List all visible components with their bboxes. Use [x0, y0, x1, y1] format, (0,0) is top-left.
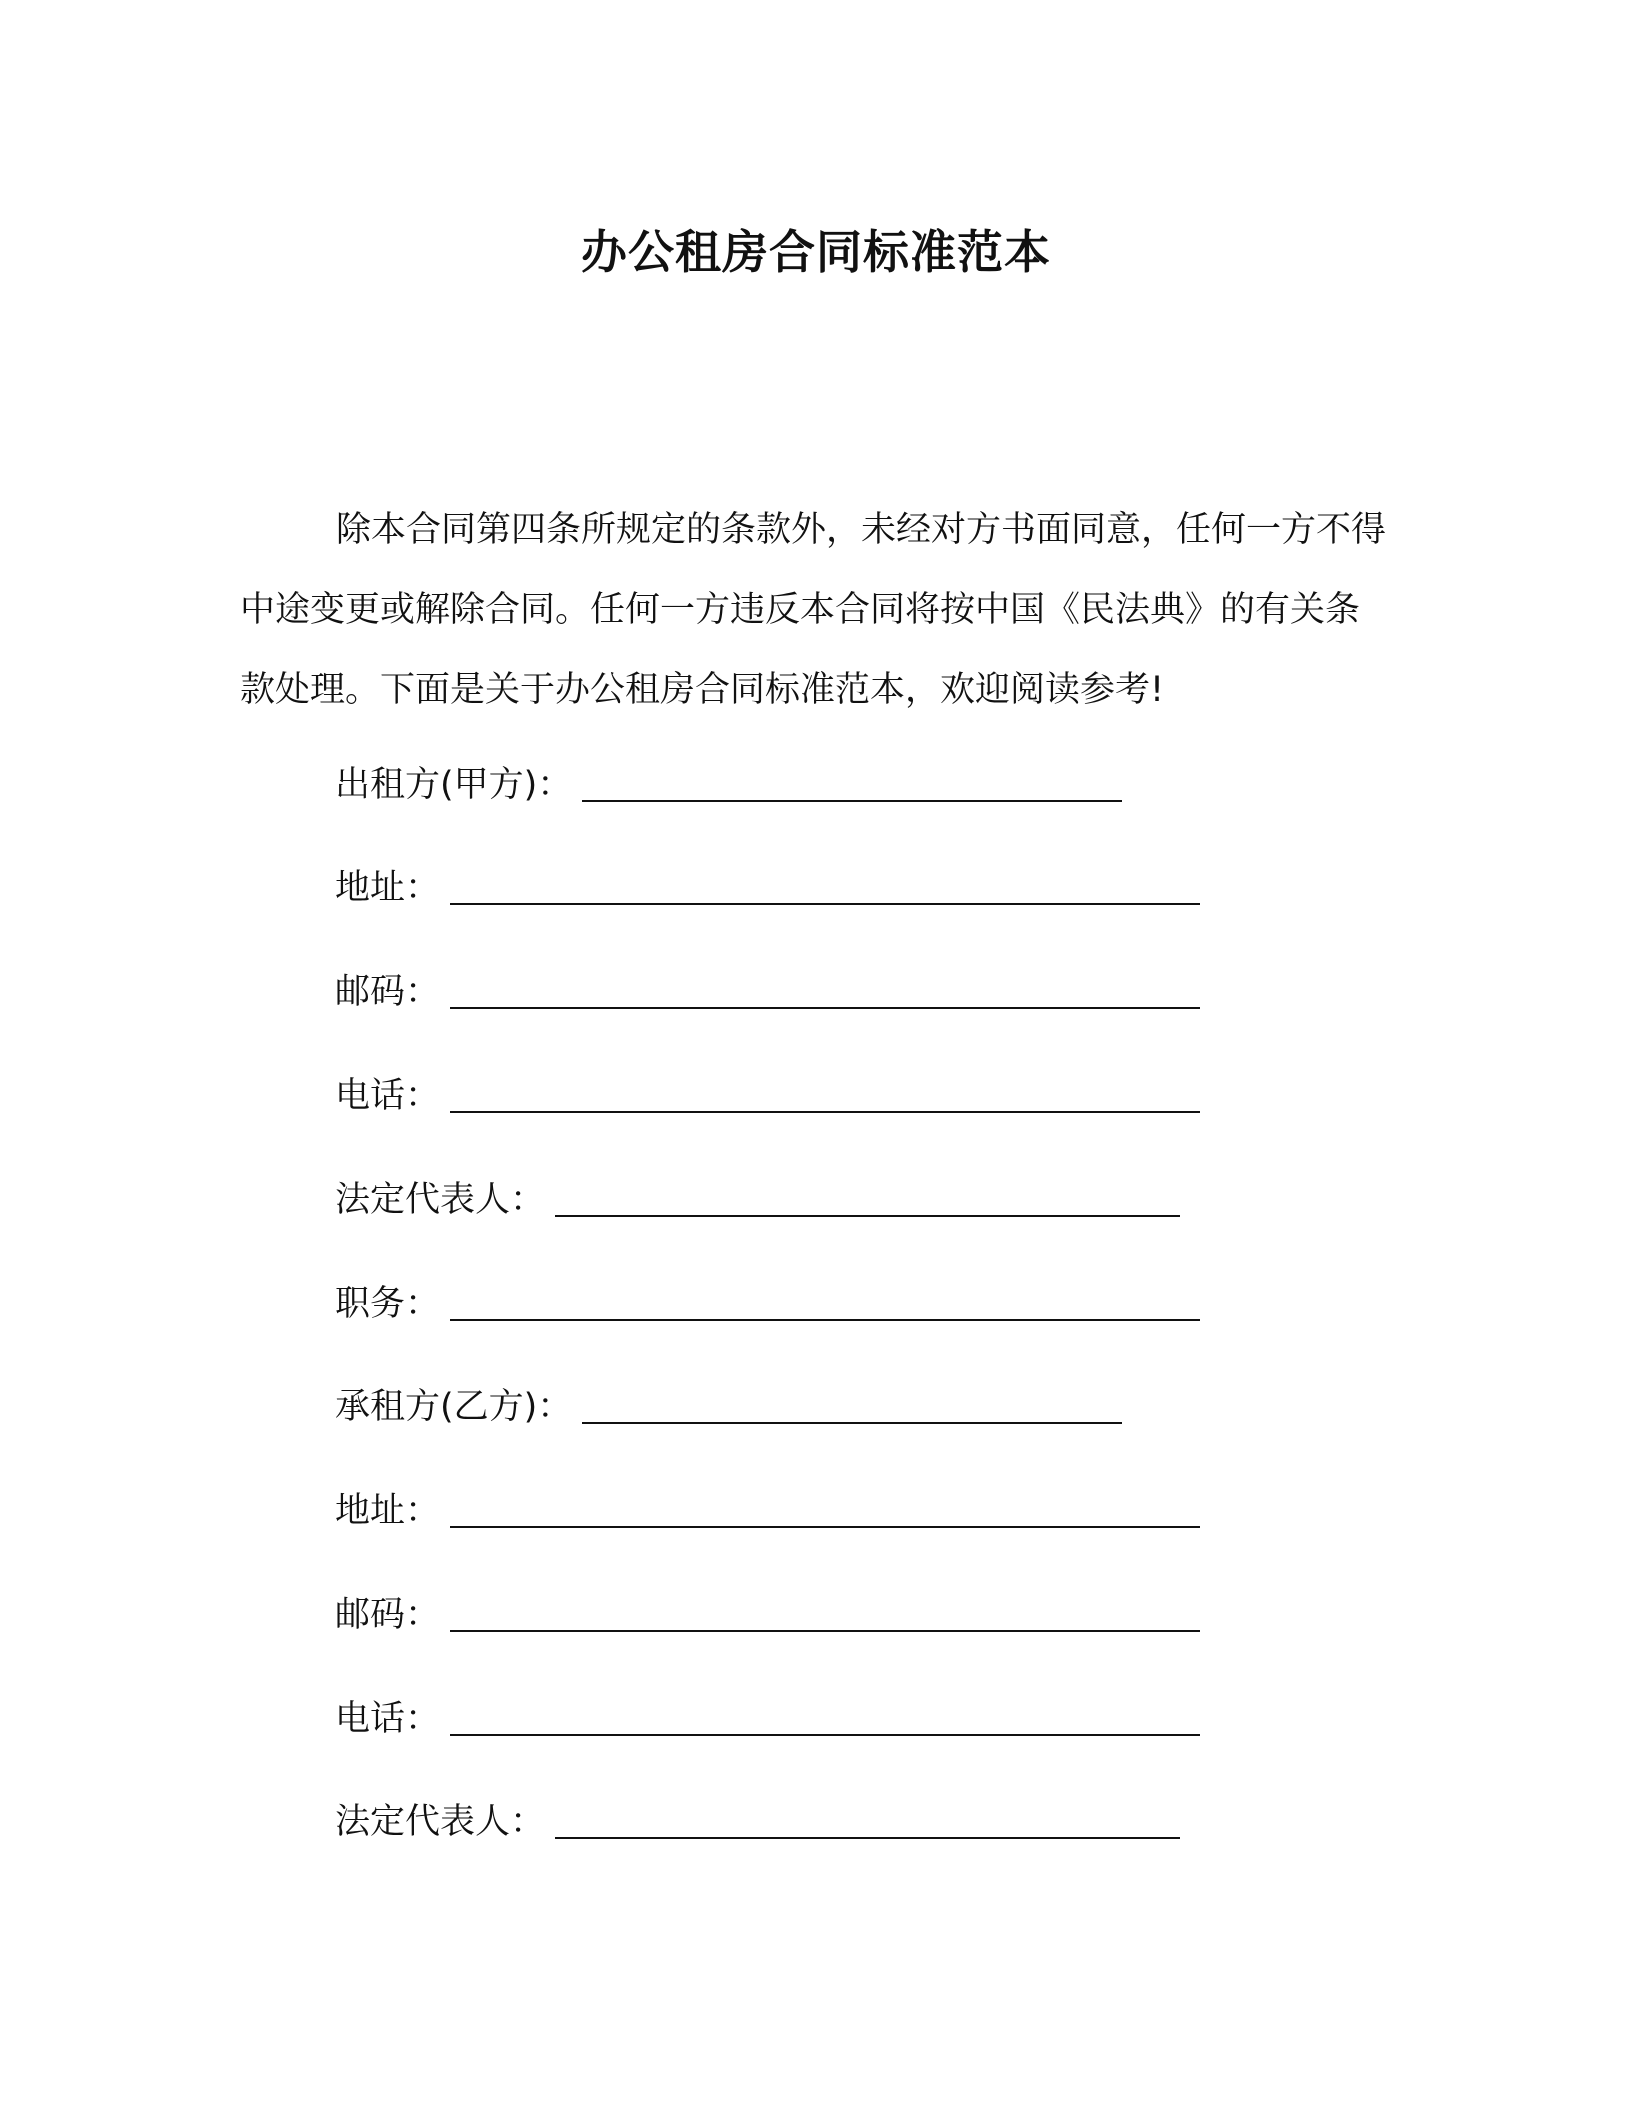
lessee-phone-field: [335, 1694, 1200, 1744]
field-label: 邮码：: [335, 1595, 441, 1635]
lessor-phone-field: [335, 1071, 1200, 1121]
intro-paragraph: 除本合同第四条所规定的条款外，未经对方书面同意，任何一方不得中途变更或解除合同。任何一方违反本合同将按中国《民法典》的有关条款处理。下面是关于办公租房合同标准范本，欢迎阅读参考!: [240, 510, 1387, 710]
field-label: 出租方(甲方)：: [335, 765, 573, 805]
fill-in-line[interactable]: [450, 967, 1200, 1009]
lessee-address-field: [335, 1486, 1200, 1536]
fill-in-line[interactable]: [450, 1694, 1200, 1736]
lessee-field: [335, 1382, 1122, 1432]
document-title: 办公租房合同标准范本: [581, 225, 1051, 279]
field-label: 承租方(乙方)：: [335, 1387, 573, 1427]
fill-in-line[interactable]: [555, 1175, 1180, 1217]
field-label: 地址：: [335, 1491, 441, 1531]
fill-in-line[interactable]: [450, 1279, 1200, 1321]
lessee-postcode-field: [335, 1590, 1200, 1640]
field-label: 地址：: [335, 868, 441, 908]
fill-in-line[interactable]: [582, 760, 1122, 802]
field-label: 法定代表人：: [335, 1802, 546, 1842]
lessor-position-field: [335, 1279, 1200, 1329]
field-label: 电话：: [335, 1076, 441, 1116]
lessor-postcode-field: [335, 967, 1200, 1017]
fill-in-line[interactable]: [450, 1071, 1200, 1113]
fill-in-line[interactable]: [450, 1590, 1200, 1632]
lessor-address-field: [335, 863, 1200, 913]
fill-in-line[interactable]: [450, 863, 1200, 905]
field-label: 职务：: [335, 1284, 441, 1324]
fill-in-line[interactable]: [582, 1382, 1122, 1424]
field-label: 邮码：: [335, 972, 441, 1012]
fill-in-line[interactable]: [555, 1797, 1180, 1839]
lessor-field: [335, 760, 1122, 810]
lessor-legal-rep-field: [335, 1175, 1180, 1225]
field-label: 电话：: [335, 1699, 441, 1739]
field-label: 法定代表人：: [335, 1180, 546, 1220]
fill-in-line[interactable]: [450, 1486, 1200, 1528]
lessee-legal-rep-field: [335, 1797, 1180, 1847]
